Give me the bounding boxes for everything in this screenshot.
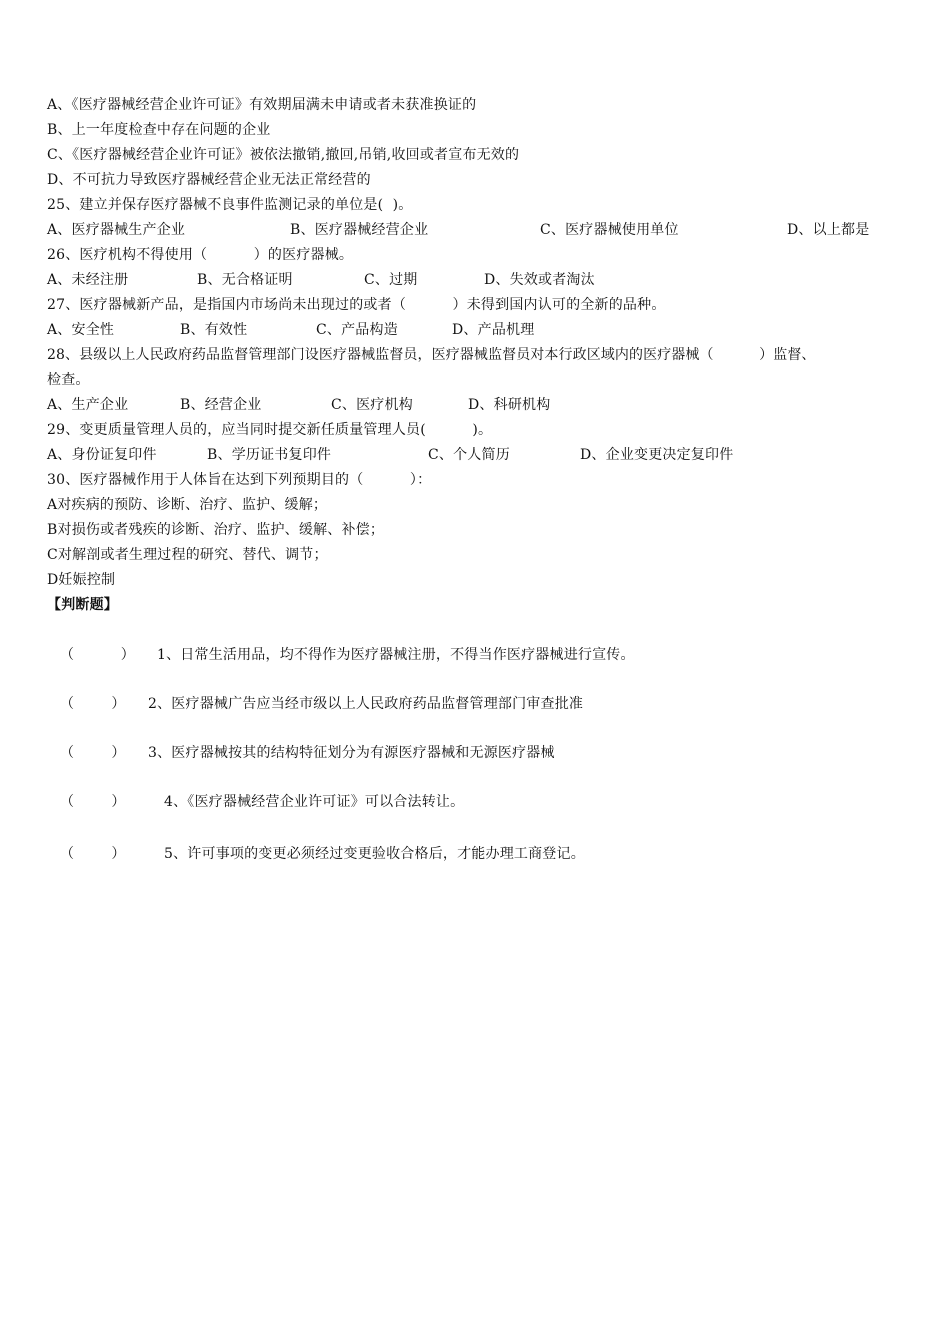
q29-option-c: C、个人简历 [428,447,510,463]
tf-answer-blank-5[interactable]: （ ） [60,846,126,862]
q26-option-a: A、未经注册 [47,272,129,288]
q29-option-b: B、学历证书复印件 [207,447,332,463]
q25-stem: 25、建立并保存医疗器械不良事件监测记录的单位是( )。 [47,197,413,213]
q30-stem: 30、医疗器械作用于人体旨在达到下列预期目的（ ）： [47,472,432,488]
q24-option-c: C、《医疗器械经营企业许可证》被依法撤销,撤回,吊销,收回或者宣布无效的 [47,147,520,163]
q24-option-a: A、《医疗器械经营企业许可证》有效期届满未申请或者未获准换证的 [47,97,477,113]
tf-answer-blank-3[interactable]: （ ） [60,745,126,761]
tf-item-3 [60,741,760,765]
q26-option-b: B、无合格证明 [197,272,293,288]
tf-item-5 [60,842,760,866]
tf-item-2 [60,692,760,716]
q27-option-a: A、安全性 [47,322,115,338]
q26-option-c: C、过期 [364,272,418,288]
q28-stem-line1: 28、县级以上人民政府药品监督管理部门设医疗器械监督员，医疗器械监督员对本行政区域内的医疗器械（ ）监督、 [47,347,816,363]
q28-option-c: C、医疗机构 [331,397,413,413]
q25-options [47,218,907,242]
q28-option-d: D、科研机构 [468,397,551,413]
q27-option-b: B、有效性 [180,322,248,338]
q25-option-b: B、医疗器械经营企业 [290,222,429,238]
q29-option-d: D、企业变更决定复印件 [580,447,734,463]
q29-stem: 29、变更质量管理人员的，应当同时提交新任质量管理人员( )。 [47,422,493,438]
q30-option-b: B对损伤或者残疾的诊断、治疗、监护、缓解、补偿； [47,522,385,538]
tf-question-1: 1、日常生活用品，均不得作为医疗器械注册，不得当作医疗器械进行宣传。 [157,647,635,663]
q30-option-c: C对解剖或者生理过程的研究、替代、调节； [47,547,328,563]
q28-option-a: A、生产企业 [47,397,129,413]
q29-option-a: A、身份证复印件 [47,447,157,463]
q24-option-d: D、不可抗力导致医疗器械经营企业无法正常经营的 [47,172,371,188]
q28-stem-line2: 检查。 [47,372,90,388]
tf-question-5: 5、许可事项的变更必须经过变更验收合格后，才能办理工商登记。 [164,846,585,862]
q28-options [47,393,747,417]
q30-option-d: D妊娠控制 [47,572,116,588]
tf-answer-blank-4[interactable]: （ ） [60,794,126,810]
q27-option-d: D、产品机理 [452,322,535,338]
tf-question-4: 4、《医疗器械经营企业许可证》可以合法转让。 [164,794,465,810]
q30-option-a: A对疾病的预防、诊断、治疗、监护、缓解； [47,497,328,513]
q28-option-b: B、经营企业 [180,397,262,413]
tf-question-2: 2、医疗器械广告应当经市级以上人民政府药品监督管理部门审查批准 [148,696,584,712]
q25-option-a: A、医疗器械生产企业 [47,222,186,238]
q25-option-d: D、以上都是 [787,222,870,238]
tf-question-3: 3、医疗器械按其的结构特征划分为有源医疗器械和无源医疗器械 [148,745,555,761]
q24-option-b: B、上一年度检查中存在问题的企业 [47,122,271,138]
q25-option-c: C、医疗器械使用单位 [540,222,679,238]
q27-options [47,318,747,342]
q27-option-c: C、产品构造 [316,322,398,338]
q27-stem: 27、医疗器械新产品，是指国内市场尚未出现过的或者（ ）未得到国内认可的全新的品种。 [47,297,666,313]
section-heading-true-false: 【判断题】 [47,597,118,613]
q26-stem: 26、医疗机构不得使用（ ）的医疗器械。 [47,247,354,263]
q26-option-d: D、失效或者淘汰 [484,272,595,288]
tf-item-4 [60,790,760,814]
q26-options [47,268,747,292]
tf-answer-blank-2[interactable]: （ ） [60,696,126,712]
tf-item-1 [60,643,760,667]
tf-answer-blank-1[interactable]: （ ） [60,647,135,663]
q29-options [47,443,847,467]
